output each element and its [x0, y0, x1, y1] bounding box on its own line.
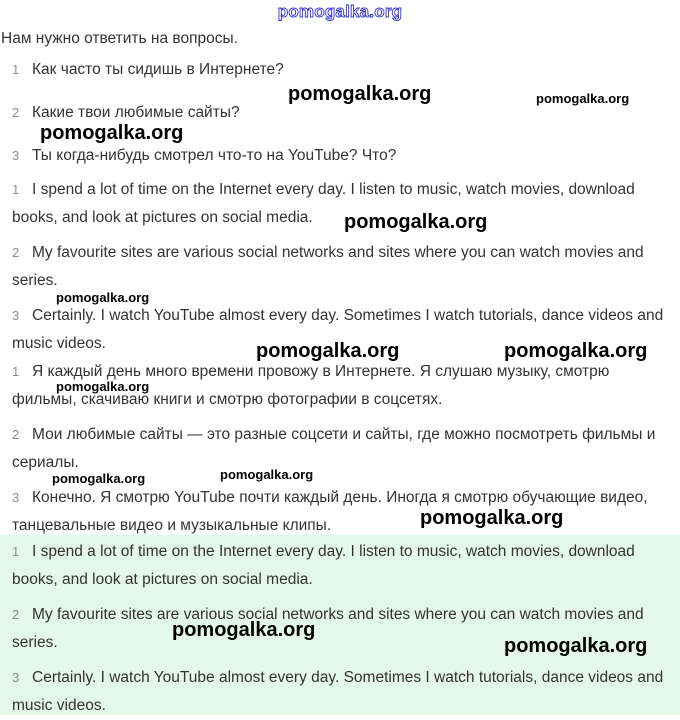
- item-number: 3: [12, 148, 20, 163]
- item-text: Какие твои любимые сайты?: [32, 104, 240, 121]
- answer-ru-item: [12, 484, 677, 540]
- item-text: My favourite sites are various social networks and sites where you can watch movies and series.: [12, 244, 644, 289]
- watermark: pomogalka.org: [344, 211, 488, 233]
- item-text: Certainly. I watch YouTube almost every day. Sometimes I watch tutorials, dance videos and music videos.: [12, 669, 664, 714]
- watermark: pomogalka.org: [536, 91, 630, 106]
- item-number: 3: [12, 308, 20, 323]
- item-number: 1: [12, 544, 20, 559]
- watermark: pomogalka.org: [288, 83, 432, 105]
- answer-final-item: [12, 538, 677, 594]
- item-number: 2: [12, 607, 20, 622]
- item-text: Certainly. I watch YouTube almost every day. Sometimes I watch tutorials, dance videos and music videos.: [12, 307, 664, 352]
- question-item: [12, 142, 677, 170]
- item-text: Ты когда-нибудь смотрел что-то на YouTube? Что?: [32, 147, 397, 164]
- watermark: pomogalka.org: [56, 379, 150, 394]
- site-logo[interactable]: [0, 2, 680, 22]
- watermark: pomogalka.org: [420, 507, 564, 529]
- item-number: 1: [12, 62, 20, 77]
- answer-en-item: [12, 239, 677, 295]
- watermark: pomogalka.org: [172, 619, 316, 641]
- intro-text: Нам нужно ответить на вопросы.: [1, 30, 238, 47]
- answer-ru-item: [12, 421, 677, 477]
- question-item: [12, 56, 677, 84]
- item-number: 2: [12, 245, 20, 260]
- watermark: pomogalka.org: [256, 340, 400, 362]
- watermark: pomogalka.org: [504, 635, 648, 657]
- item-number: 1: [12, 364, 20, 379]
- site-logo-text: pomogalka.org: [277, 2, 403, 21]
- item-number: 3: [12, 490, 20, 505]
- item-text: My favourite sites are various social networks and sites where you can watch movies and series.: [12, 606, 644, 651]
- item-number: 3: [12, 670, 20, 685]
- item-number: 2: [12, 427, 20, 442]
- item-text: I spend a lot of time on the Internet every day. I listen to music, watch movies, download books, and look at pictures on social media.: [12, 181, 635, 226]
- item-text: Мои любимые сайты — это разные соцсети и сайты, где можно посмотреть фильмы и сериалы.: [12, 426, 656, 471]
- item-text: Как часто ты сидишь в Интернете?: [32, 61, 284, 78]
- watermark: pomogalka.org: [220, 467, 314, 482]
- answer-final-item: [12, 664, 677, 720]
- watermark: pomogalka.org: [52, 471, 146, 486]
- watermark: pomogalka.org: [56, 290, 150, 305]
- watermark: pomogalka.org: [504, 340, 648, 362]
- item-text: I spend a lot of time on the Internet every day. I listen to music, watch movies, download books, and look at pictures on social media.: [12, 543, 635, 588]
- item-number: 1: [12, 182, 20, 197]
- item-text: Я каждый день много времени провожу в Интернете. Я слушаю музыку, смотрю фильмы, скачиваю книги и смотрю фотографии в соцсетях.: [12, 363, 610, 408]
- item-text: Конечно. Я смотрю YouTube почти каждый день. Иногда я смотрю обучающие видео, танцевальные видео и музыкальные клипы.: [12, 489, 648, 534]
- item-number: 2: [12, 105, 20, 120]
- watermark: pomogalka.org: [40, 122, 184, 144]
